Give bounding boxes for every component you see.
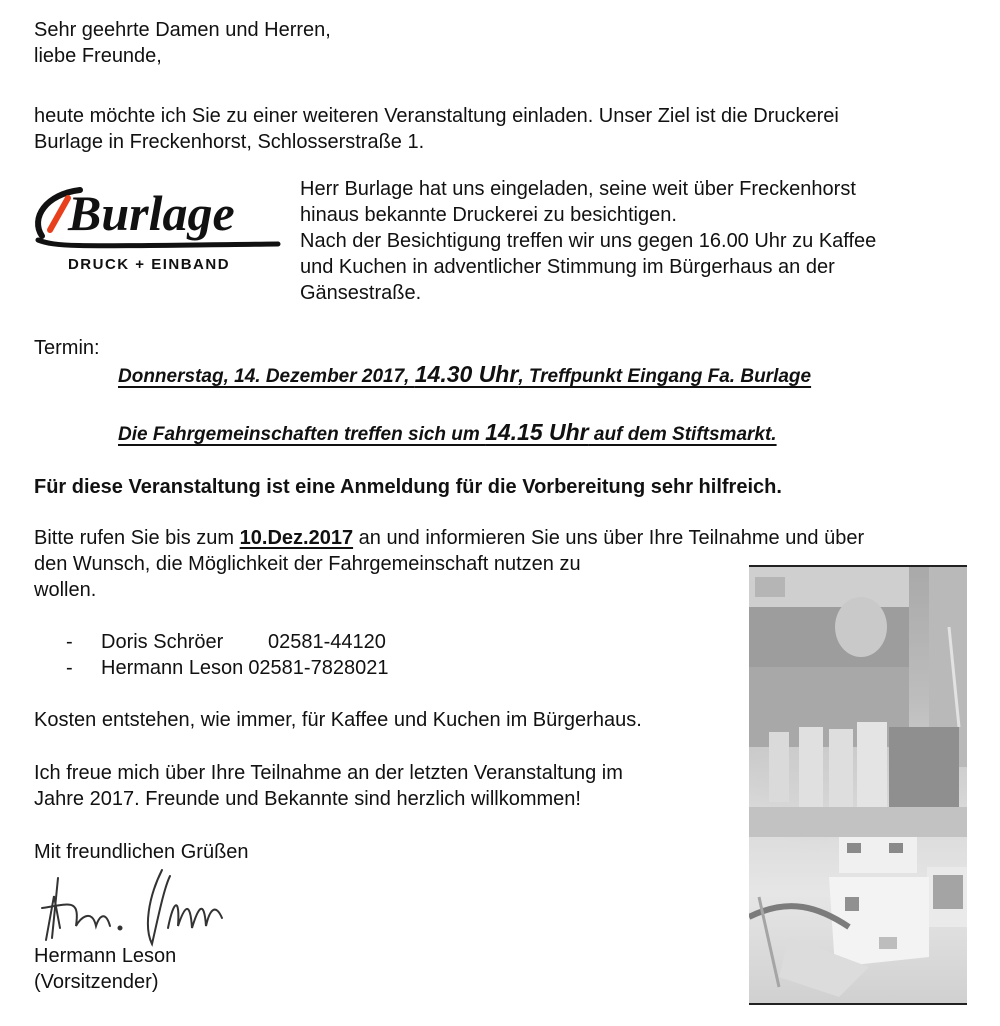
call-paragraph <box>34 525 864 603</box>
visit-description <box>300 176 876 306</box>
greeting: Mit freundlichen Grüßen <box>34 841 249 863</box>
closing-line-2: Jahre 2017. Freunde und Bekannte sind herzlich willkommen! <box>34 788 581 810</box>
registration-deadline: 10.Dez.2017 <box>239 527 354 549</box>
description-line: Nach der Besichtigung treffen wir uns gegen 16.00 Uhr zu Kaffee <box>300 230 877 252</box>
costs-note: Kosten entstehen, wie immer, für Kaffee und Kuchen im Bürgerhaus. <box>34 709 642 731</box>
contact-name: Doris Schröer <box>101 631 224 653</box>
registration-note: Für diese Veranstaltung ist eine Anmeldung für die Vorbereitung sehr hilfreich. <box>34 476 782 498</box>
appointment-main <box>118 361 811 390</box>
contact-name: Hermann Leson <box>101 657 244 679</box>
logo-subtitle: DRUCK + EINBAND <box>67 256 231 273</box>
call-post: an und informieren Sie uns über Ihre Teilnahme und über <box>353 527 865 549</box>
intro-line-1: heute möchte ich Sie zu einer weiteren Veranstaltung einladen. Unser Ziel ist die Druckerei <box>34 105 839 127</box>
appointment-label: Termin: <box>34 337 100 359</box>
signature-icon <box>40 868 270 948</box>
contact-list <box>66 629 388 681</box>
contact-item <box>66 629 388 655</box>
closing-line-1: Ich freue mich über Ihre Teilnahme an der letzten Veranstaltung im <box>34 762 623 784</box>
signer-role: (Vorsitzender) <box>34 971 159 993</box>
call-line-1 <box>34 525 864 551</box>
burlage-logo <box>28 178 284 280</box>
list-dash: - <box>66 631 73 653</box>
signer-name: Hermann Leson <box>34 945 177 967</box>
carpool-pre: Die Fahrgemeinschaften treffen sich um <box>118 424 486 445</box>
salutation-line-1: Sehr geehrte Damen und Herren, <box>34 19 331 41</box>
closing-paragraph <box>34 760 623 812</box>
burlage-wordmark-icon <box>28 178 284 258</box>
appointment-place: , Treffpunkt Eingang Fa. Burlage <box>518 366 812 387</box>
contact-phone: 02581-7828021 <box>248 657 389 679</box>
signer-block <box>34 943 176 995</box>
list-dash: - <box>66 657 73 679</box>
description-line: hinaus bekannte Druckerei zu besichtigen. <box>300 204 677 226</box>
salutation-line-2: liebe Freunde, <box>34 45 162 67</box>
carpool-time: 14.15 Uhr <box>485 419 589 445</box>
appointment-date: Donnerstag, 14. Dezember 2017, <box>118 366 415 387</box>
description-line: Herr Burlage hat uns eingeladen, seine weit über Freckenhorst <box>300 178 856 200</box>
contact-item <box>66 655 388 681</box>
printing-press-illustration-icon <box>749 567 967 1003</box>
logo-brand-text: Burlage <box>68 185 235 241</box>
printing-press-photo <box>749 565 967 1005</box>
intro-line-2: Burlage in Freckenhorst, Schlosserstraße 1. <box>34 131 425 153</box>
call-line-3: wollen. <box>34 579 97 601</box>
call-pre: Bitte rufen Sie bis zum <box>34 527 240 549</box>
description-line: und Kuchen in adventlicher Stimmung im Bürgerhaus an der <box>300 256 835 278</box>
appointment-time: 14.30 Uhr <box>414 361 519 387</box>
description-line: Gänsestraße. <box>300 282 422 304</box>
salutation <box>34 17 331 69</box>
carpool-post: auf dem Stiftsmarkt. <box>588 424 777 445</box>
call-line-2: den Wunsch, die Möglichkeit der Fahrgemeinschaft nutzen zu <box>34 553 581 575</box>
carpool-meeting <box>118 419 777 448</box>
intro-paragraph <box>34 103 974 155</box>
contact-phone: 02581-44120 <box>268 631 386 653</box>
